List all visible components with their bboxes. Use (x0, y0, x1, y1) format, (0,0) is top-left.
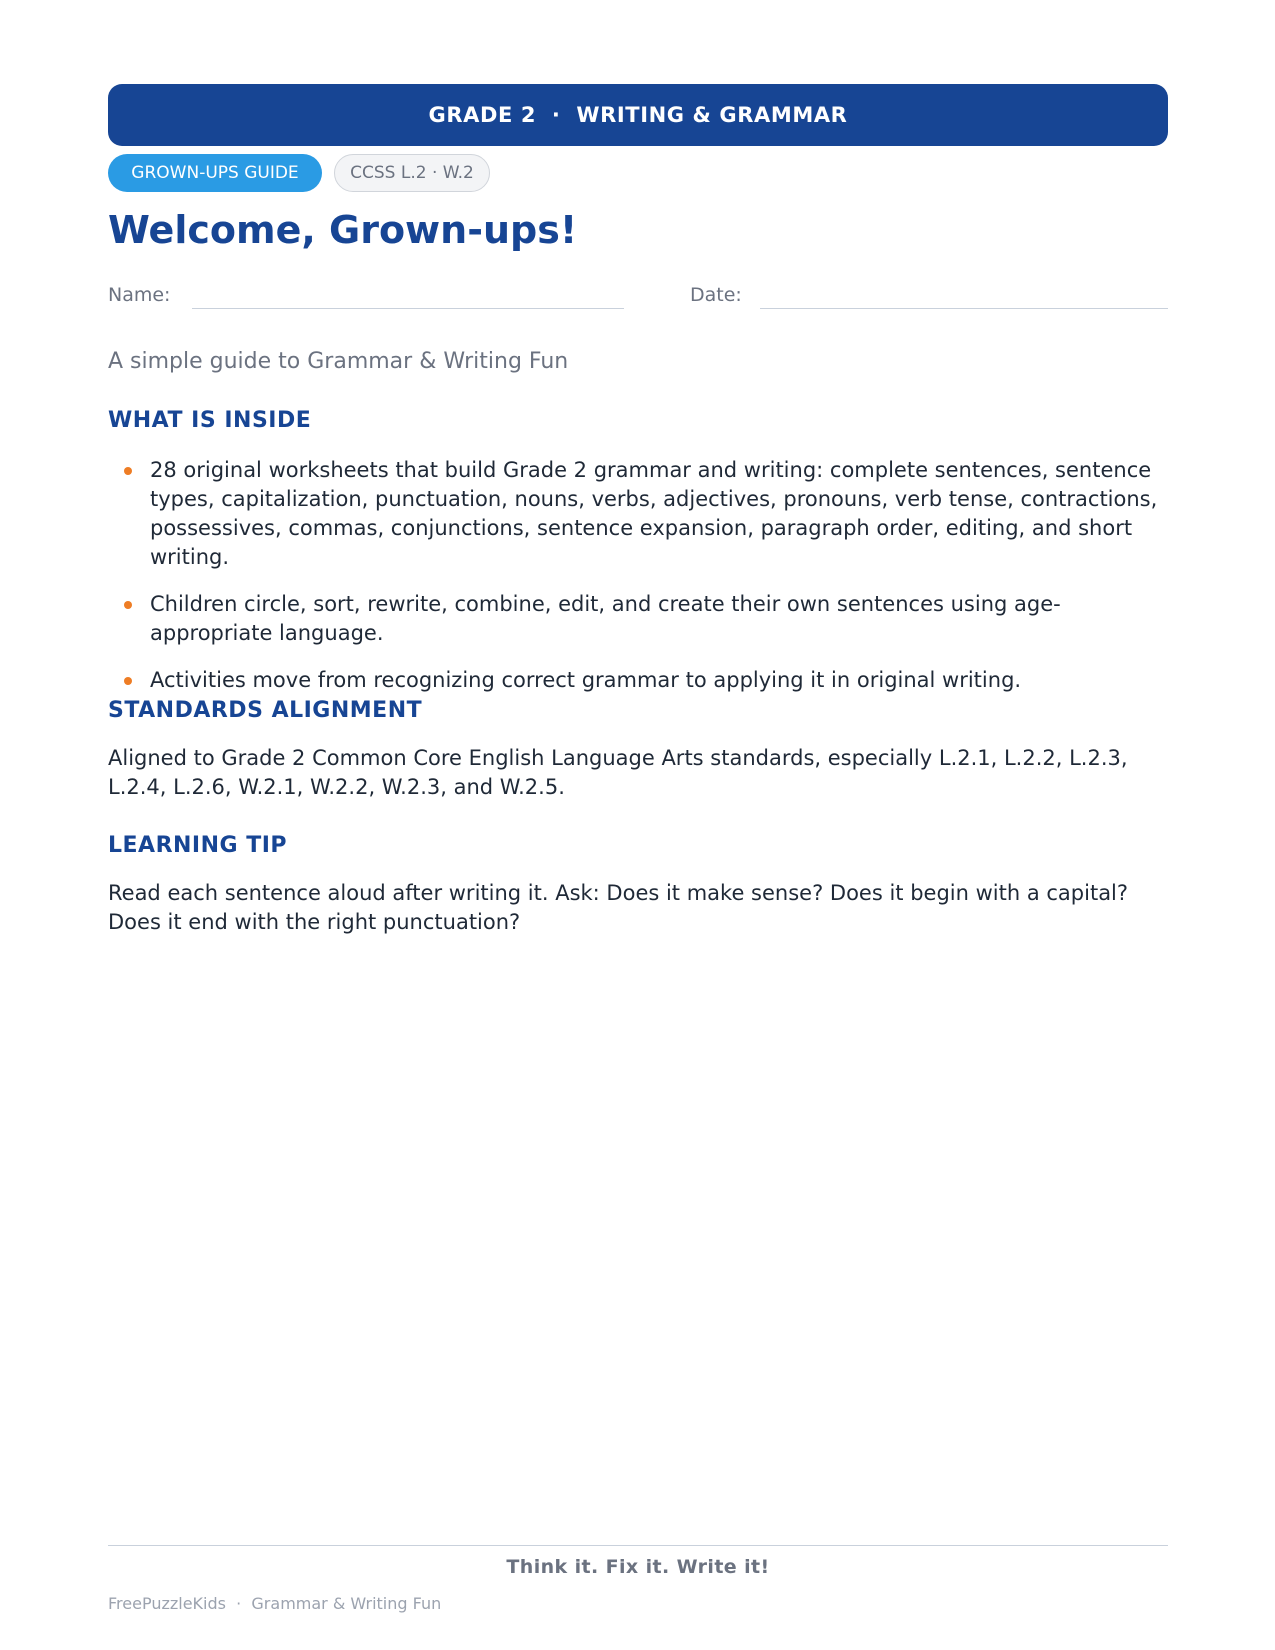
list-item (108, 590, 1168, 648)
standards-badge: CCSS L.2 · W.2 (334, 154, 490, 192)
list-item-text: 28 original worksheets that build Grade 2 grammar and writing: complete sentences, sentence types, capitalization, punctuation, nouns, verbs, adjectives, pronouns, verb tense, contractions, possessives, commas, conjunctions, sentence expansion, paragraph order, editing, and short writing. (150, 458, 1158, 569)
list-item (108, 666, 1168, 695)
footer-tagline: Think it. Fix it. Write it! (506, 1556, 770, 1578)
section-heading-tip: LEARNING TIP (108, 833, 288, 858)
section-heading-inside: WHAT IS INSIDE (108, 408, 312, 433)
section-heading-standards: STANDARDS ALIGNMENT (108, 698, 423, 723)
badge-row (108, 154, 490, 194)
footer-divider (108, 1545, 1168, 1546)
worksheet-page (108, 84, 1168, 1624)
date-line[interactable] (760, 308, 1168, 309)
guide-badge: GROWN-UPS GUIDE (108, 154, 322, 192)
tip-text: Read each sentence aloud after writing it. Ask: Does it make sense? Does it begin with a capital? Does it end with the right punctuation? (108, 881, 1129, 934)
name-line[interactable] (192, 308, 624, 309)
list-item-text: Children circle, sort, rewrite, combine, edit, and create their own sentences using age-appropriate language. (150, 592, 1061, 645)
bullet-dot-icon (124, 467, 132, 475)
standards-text: Aligned to Grade 2 Common Core English Language Arts standards, especially L.2.1, L.2.2, L.2.3, L.2.4, L.2.6, W.2.1, W.2.2, W.2.3, and W.2.5. (108, 746, 1128, 799)
inside-list (108, 456, 1168, 713)
page-title: Welcome, Grown-ups! (108, 208, 578, 252)
bullet-dot-icon (124, 601, 132, 609)
list-item-text: Activities move from recognizing correct grammar to applying it in original writing. (150, 668, 1022, 692)
subtitle: A simple guide to Grammar & Writing Fun (108, 349, 569, 374)
name-date-row (108, 280, 1168, 314)
date-label: Date: (690, 284, 742, 306)
footer-meta: FreePuzzleKids · Grammar & Writing Fun (108, 1594, 442, 1613)
name-label: Name: (108, 284, 171, 306)
bullet-dot-icon (124, 677, 132, 685)
list-item (108, 456, 1168, 572)
grade-banner: GRADE 2 · WRITING & GRAMMAR (108, 84, 1168, 146)
